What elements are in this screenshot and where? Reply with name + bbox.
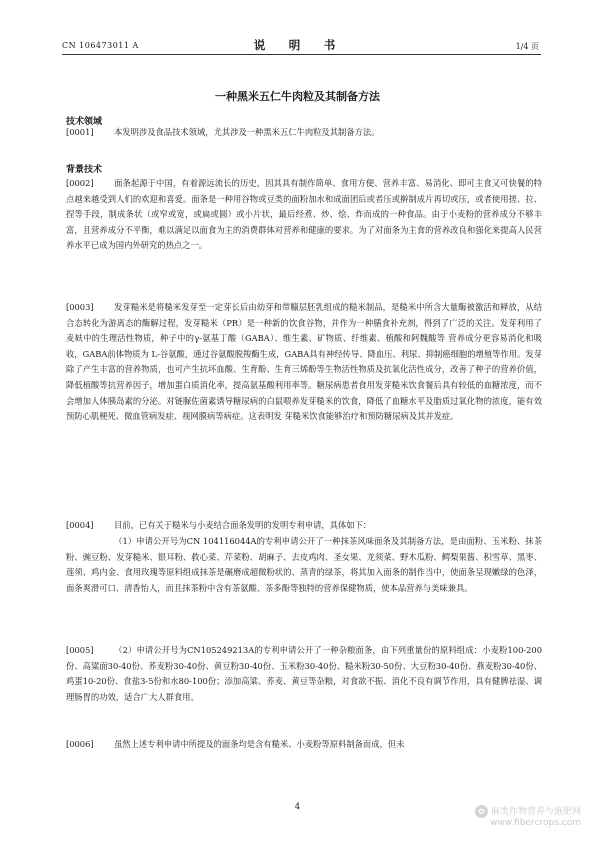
document-title: 一种黑米五仁牛肉粒及其制备方法 <box>215 90 380 103</box>
section-heading-technical-field: 技术领域 <box>66 117 103 127</box>
watermark-url: www.fibercrops.com <box>490 818 581 828</box>
paragraph-text: 发芽糙米是将糙米发芽至一定芽长后由幼芽和带糠层胚乳组成的糙米制品，是糙米中所含大量酶被激活和释放，从结合态转化为游离态的酶解过程，发芽糙米（PR）是一种新的饮食谷物，并作为一种膳食补充剂，得到了广泛的关注。发芽利用了麦麸中的生理活性物质，种子中的γ-氨基丁酸（GABA）、维生素、矿物质、纤维素、植酸和阿魏酸等 营养成分更容易消化和吸收，GABA前体物质为 L-谷氨酸，通过谷氨酸脱羧酶生成，GABA具有神经传导、降血压、利尿、抑制癌细胞的增殖等作用。发芽除了产生丰富的营养物质，也可产生抗坏血酸、生育酚、生育三烯酚等生物活性物质及抗氧化活性成分，改善了种子的营养价值，降低植酸等抗营养因子，增加蛋白质消化率，提高氨基酸利用率等。糖尿病患者食用发芽糙米饮食餐后具有较低的血糖浓度，而不会增加人体胰岛素的分泌。对链脲佐菌素诱导糖尿病的白鼠喂养发芽糙米的饮食，降低了血糖水平及脂质过氧化物的浓度，能有效预防心肌梗死、微血管病发症、视网膜病等病症。这表明发 芽糙米饮食能够治疗和预防糖尿病及其并发症。 <box>66 302 542 422</box>
paragraph-text: 本发明涉及食品技术领域，尤其涉及一种黑米五仁牛肉粒及其制备方法。 <box>114 127 380 137</box>
paragraph-text: 目前，已有关于糙米与小麦结合面条发明的发明专利申请，具体如下： <box>114 520 372 530</box>
paragraph-text: （2）申请公开号为CN105249213A的专利申请公开了一种杂粮面条，由下列重量份的原料组成：小麦粉100-200份、高粱面30-40份、荞麦粉30-40份、黄豆粉30-40份、玉米粉30-40份、糙米粉30-50份、大豆粉30-40份、燕麦粉30-40份、鸡蛋10-20份、食盐3-5份和水80-100份；添加高粱、荞麦、黄豆等杂粮，对食欲不振、消化不良有调节作用，具有健脾祛湿、调理肠胃的功效，适合广大人群食用。 <box>66 645 542 702</box>
publication-number: CN 106473011 A <box>62 41 139 50</box>
paragraph-0005 <box>66 643 542 705</box>
paragraph-0004 <box>66 518 542 534</box>
paragraph-number: [0006] <box>66 739 94 749</box>
document-type: 说 明 书 <box>253 38 342 52</box>
list-item-1 <box>66 534 542 596</box>
watermark-site-name: 麻类作物营养与施肥网 <box>490 807 581 817</box>
paragraph-number: [0005] <box>66 645 94 655</box>
paragraph-number: [0001] <box>66 127 94 137</box>
paragraph-0006 <box>66 737 542 753</box>
header-divider <box>62 54 541 55</box>
paragraph-number: [0003] <box>66 302 94 312</box>
paragraph-0001 <box>66 125 542 141</box>
page-indicator: 1/4 页 <box>515 42 539 51</box>
page-number: 4 <box>294 802 301 812</box>
paragraph-number: [0004] <box>66 520 94 530</box>
paragraph-number: [0002] <box>66 178 94 188</box>
paragraph-0002 <box>66 176 542 254</box>
paragraph-text: 虽然上述专利申请中所提及的面条均是含有糙米、小麦粉等原料制备而成，但未 <box>114 739 405 749</box>
paragraph-0003 <box>66 300 542 425</box>
section-heading-background: 背景技术 <box>66 165 103 175</box>
watermark <box>475 805 581 829</box>
list-item-text: （1）申请公开号为CN 104116044A的专利申请公开了一种抹茶风味面条及其制备方法，是由面粉、玉米粉、抹茶粉、豌豆粉、发芽糙米、银耳粉、救心菜、芹菜粉、胡麻子、去皮鸡肉、圣女果、龙须菜、野木瓜粉、鳄梨果酱、积雪草、黑枣、莲须、鸡内金、食用玫瑰等原料组成抹茶是碾磨成超微粉状的、蒸青的绿茶，将其加入面条的制作当中，使面条呈现嫩绿的色泽，面条爽滑可口、清香怡人，而且抹茶粉中含有茶氨酸、茶多酚等独特的营养保健物质，使本品营养与美味兼具。 <box>66 536 542 593</box>
paragraph-text: 面条起源于中国，有着源远流长的历史，因其具有制作简单、食用方便、营养丰富、易消化、即可主食又可快餐的特点越来越受到人们的欢迎和喜爱。面条是一种用谷物或豆类的面粉加水和成面团后或者压或擀制成片再切或压，或者使用搓、拉、捏等手段，制成条状（或窄或宽，或扁或圆）或小片状，最后经煮、炒、烩、炸而成的一种食品。由于小麦粉的营养成分不够丰富，且营养成分不平衡，难以满足以面食为主的消费群体对营养和健康的要求。为了对面条为主食的营养改良和强化来提高人民营养水平已成为国内外研究的热点之一。 <box>66 178 542 251</box>
leaf-logo-icon: ✿ <box>475 805 488 818</box>
